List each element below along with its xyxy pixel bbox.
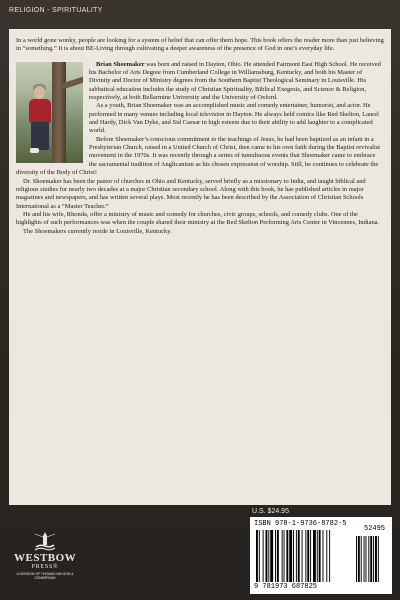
lighthouse-icon (34, 531, 56, 551)
category-label: RELIGION - SPIRITUALITY (9, 7, 103, 14)
publisher-name: WESTBOW (14, 552, 77, 564)
bio-paragraph-6: The Shoemakers currently reside in Louisville, Kentucky. (23, 227, 172, 235)
bio-paragraph-3: Before Shoemaker’s conscious commitment to the teachings of Jesus, he had been baptized as an infant in a Presbyterian Church, raised in a United Church of Christ, then came to his own faith during the Baptist revivalist movement in the 1970s. It was recently through a series of tumultuous events that Shoemaker came to embrace the sacramental tradition of Anglicanism as his chosen expression of worship. Still, he continues to celebrate the diversity of the Body of Christ! (16, 135, 381, 177)
text-panel (9, 29, 391, 505)
author-name: Brian Shoemaker (96, 60, 145, 68)
barcode-digits: 9 781973 687825 (254, 583, 318, 591)
bio-paragraph-2: As a youth, Brian Shoemaker was an accomplished music and comedy entertainer, humorist, and actor. He performed in many venues including local television in Dayton. He always held comics like Red Skelton, Laurel and Hardy, Dick Van Dyke, and Sid Caesar in high esteem due to their ability to add laughter to a complicated world. (89, 102, 379, 135)
author-photo (16, 62, 83, 163)
intro-paragraph: In a world gone wonky, people are looking for a system of belief that can offer them hope. This book offers the reader more than just believing in “something.” It is about BE-Living through cultivating a deeper awareness of the presence of God in one’s everyday life. (16, 37, 384, 53)
isbn-text: ISBN 978-1-9736-8782-5 (254, 520, 347, 528)
price-label: U.S. $24.95 (252, 508, 289, 515)
bio-paragraph-4: Dr. Shoemaker has been the pastor of churches in Ohio and Kentucky, served briefly as a missionary to India, and taught biblical and religious studies for nearly two decades at a major Christian secondary school. Along with this book, he has published articles in major magazines and newspapers, and has written several plays. Most recently he has been described by the Association of Christian Schools International as a “Master Teacher.” (16, 177, 366, 210)
isbn-addon: 52495 (364, 525, 386, 533)
barcode-box (250, 517, 392, 594)
publisher-division: A DIVISION OF THOMAS NELSON & ZONDERVAN (16, 572, 74, 581)
bio-paragraph-5: He and his wife, Rhonda, offer a ministry of music and comedy for churches, civic groups, schools, and comedy clubs. One of the highlights of such performances was when the couple shared their ministry at the Red Skelton Performing Arts Center in Vincennes, Indiana. (16, 210, 380, 227)
barcode-icon (256, 530, 388, 582)
publisher-logo (14, 531, 76, 591)
publisher-press: PRESS® (31, 564, 59, 570)
bio-paragraph-1-text: was born and raised in Dayton, Ohio. He attended Fairmont East High School. He received his Bachelor of Arts Degree from Cumberland College in Williamsburg, Kentucky, and both his Master of Divinity and Doctor of Ministry degrees from the Southern Baptist Theological Seminary in Louisville. His sabbatical education includes the study of Christian Spirituality, Biblical Exegesis, and Science & Religion, respectively, at both Bellarmine University and the University of Oxford. (89, 60, 381, 102)
